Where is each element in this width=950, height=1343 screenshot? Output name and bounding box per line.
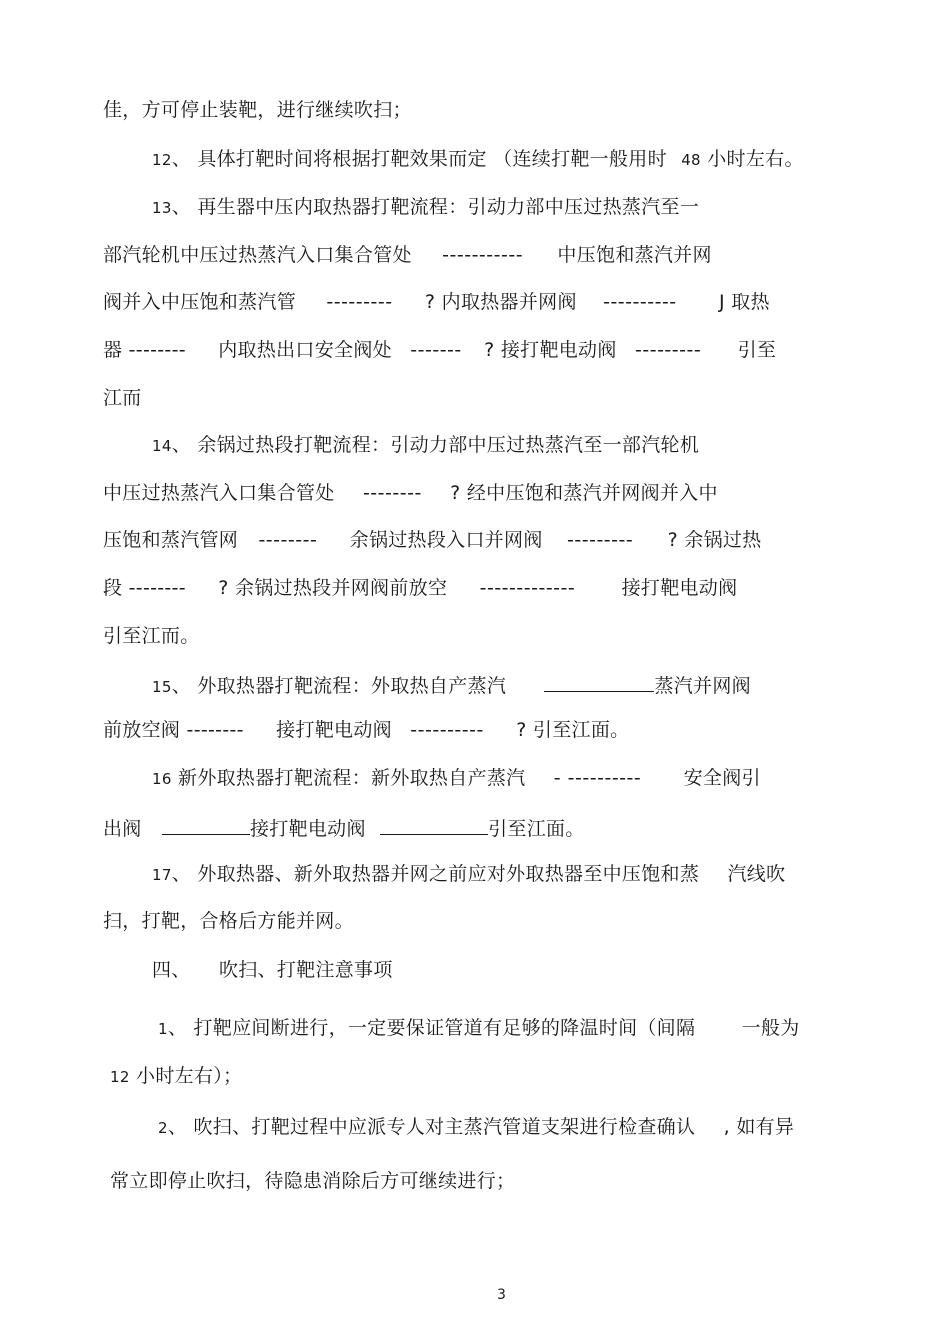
line-text: ? 接打靶电动阀 [484,339,617,361]
flow-connector: ------- [410,339,462,361]
text-line-11 [103,576,737,600]
line-text: 、 打靶应间断进行，一定要保证管道有足够的降温时间（间隔 [167,1017,696,1039]
text-line-15 [152,766,761,791]
flow-connector: --------- [567,529,634,551]
text-line-17 [152,862,785,887]
line-text: 引至江而。 [103,625,200,647]
item-number: 16 [152,770,172,788]
text-line-5 [103,290,770,314]
item-number: 15 [152,678,172,696]
text-line-23 [110,1169,515,1193]
page-number: 3 [497,1287,506,1303]
line-text: 压饱和蒸汽管网 [103,529,239,551]
line-text: 接打靶电动阀 [621,577,738,599]
text-line-20 [158,1016,800,1041]
text-line-3 [152,195,699,220]
text-line-2 [152,147,804,172]
line-text: 江而 [103,387,142,409]
line-text: 扫，打靶，合格后方能并网。 [103,910,354,932]
line-text: 阀并入中压饱和蒸汽管 [103,291,297,313]
line-text: 接打靶电动阀 [249,818,366,840]
item-number: 13 [152,199,172,217]
text-line-9 [103,481,718,505]
text-line-4 [103,243,712,267]
line-text: 、 余锅过热段打靶流程：引动力部中压过热蒸汽至一部汽轮机 [171,434,700,456]
line-text: 常立即停止吹扫，待隐患消除后方可继续进行； [110,1170,516,1192]
item-number: 17 [152,866,172,884]
line-text: 接打靶电动阀 [276,719,392,741]
line-text: 引至 [737,339,777,361]
text-line-16 [103,814,585,841]
section-heading [152,958,393,982]
text-line-6 [103,338,776,362]
line-text: ? 内取热器并网阀 [424,291,577,313]
flow-connector: ---------- [410,719,484,741]
line-text: 佳，方可停止装靶，进行继续吹扫； [103,99,412,121]
text-line-13 [152,671,751,699]
flow-connector: --------- [326,291,393,313]
item-number: 2 [158,1119,168,1137]
line-text: ? 余锅过热段并网阀前放空 [218,577,448,599]
fill-blank-line [544,671,654,692]
flow-connector: --------- [635,339,702,361]
text-line-12 [103,624,200,648]
line-text: 出阀 [103,818,142,840]
line-text: 余锅过热段入口并网阀 [349,529,543,551]
section-title: 吹扫、打靶注意事项 [218,959,393,981]
item-number: 12 [152,151,172,169]
section-number: 四、 [152,959,191,981]
line-text: 、 吹扫、打靶过程中应派专人对主蒸汽管道支架进行检查确认 [167,1116,696,1138]
fill-blank-line [162,814,250,835]
text-line-8 [152,433,699,458]
text-line-18 [103,909,354,933]
line-text: J 取热 [719,291,770,313]
line-text: 中压饱和蒸汽并网 [557,244,712,266]
flow-connector: - ---------- [553,767,642,789]
line-text: 汽线吹 [727,863,786,885]
text-line-1 [103,98,412,122]
item-number: 14 [152,437,172,455]
line-number-value: 48 [681,151,701,169]
flow-connector: ------------- [479,577,576,599]
line-text: 、 外取热器、新外取热器并网之前应对外取热器至中压饱和蒸 [171,863,700,885]
line-text: 、 再生器中压内取热器打靶流程：引动力部中压过热蒸汽至一 [171,196,700,218]
line-text: 小时左右）； [136,1065,243,1087]
line-text: , 如有异 [723,1116,795,1138]
line-text: ? 经中压饱和蒸汽并网阀并入中 [450,482,718,504]
fill-blank-line [380,814,488,835]
line-text: 、 外取热器打靶流程：外取热自产蒸汽 [171,675,507,697]
flow-connector: -------- [258,529,318,551]
item-number: 12 [110,1068,130,1086]
text-line-10 [103,528,762,552]
text-line-21 [110,1064,242,1089]
text-line-7 [103,386,142,410]
line-text: ? 余锅过热 [667,529,762,551]
flow-connector: ----------- [442,244,524,266]
line-text: 中压过热蒸汽入口集合管处 [103,482,335,504]
line-text: 前放空阀 -------- [103,719,244,741]
flow-connector: ---------- [603,291,677,313]
line-text: ? 引至江面。 [516,719,630,741]
line-text: 新外取热器打靶流程：新外取热自产蒸汽 [178,767,526,789]
line-text: 小时左右。 [707,148,804,170]
flow-connector: -------- [362,482,422,504]
line-text: 内取热出口安全阀处 [218,339,392,361]
line-text: 段 -------- [103,577,186,599]
text-line-14 [103,718,629,742]
line-text: 、 具体打靶时间将根据打靶效果而定 （连续打靶一般用时 [171,148,667,170]
line-text: 蒸汽并网阀 [654,675,751,697]
line-text: 部汽轮机中压过热蒸汽入口集合管处 [103,244,412,266]
line-text: 引至江面。 [488,818,585,840]
line-text: 器 -------- [103,339,186,361]
line-text: 安全阀引 [683,767,761,789]
line-text: 一般为 [741,1017,800,1039]
item-number: 1 [158,1020,168,1038]
text-line-22 [158,1115,794,1140]
